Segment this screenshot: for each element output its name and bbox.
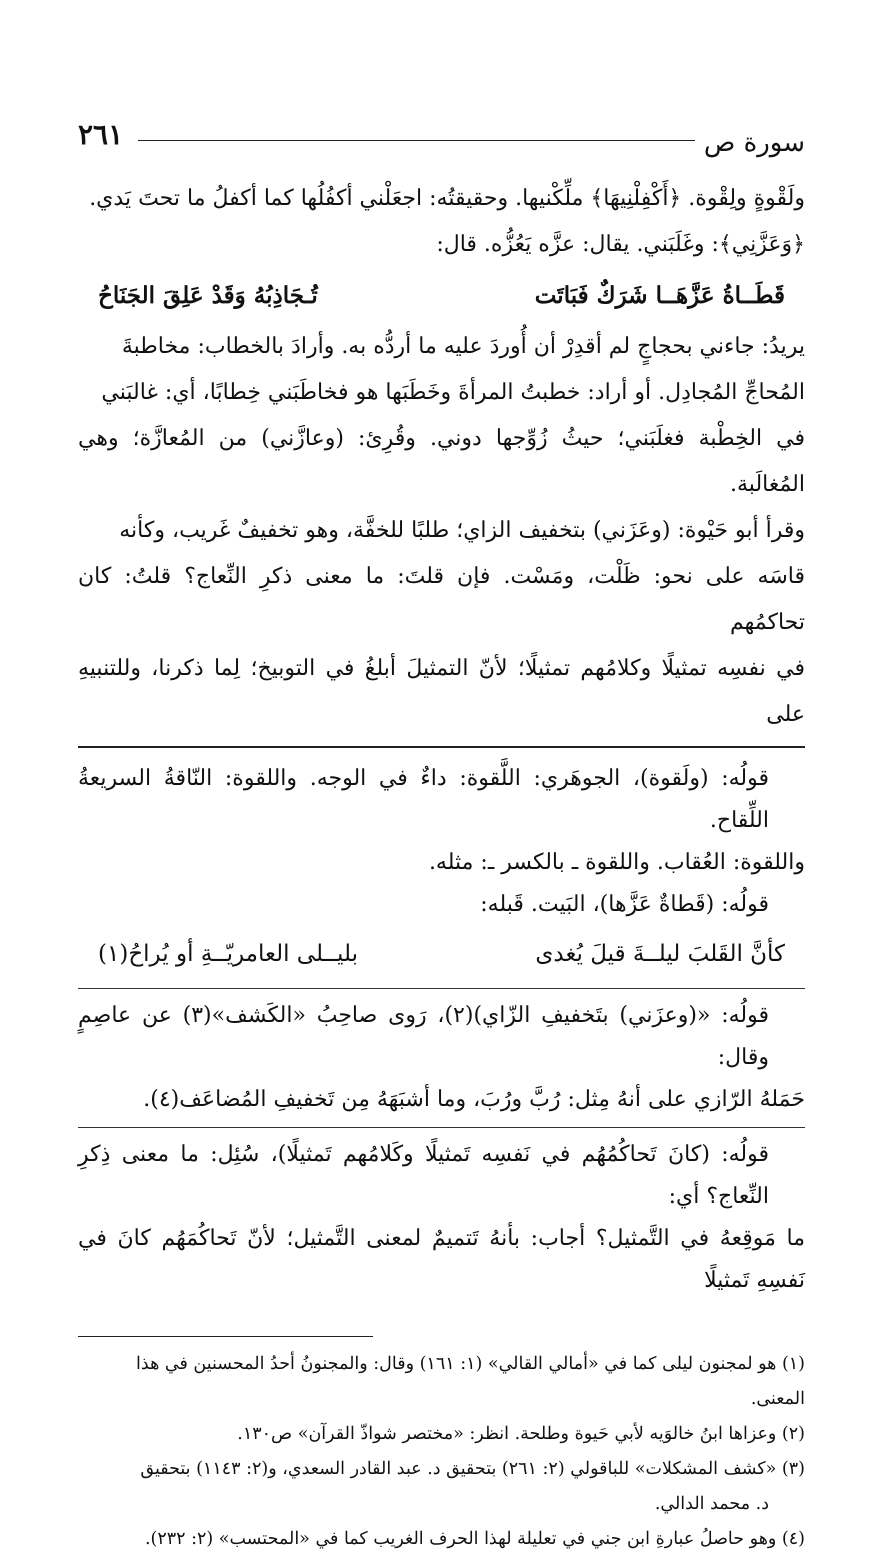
main-line: ولَقْوةٍ ولِقْوة. ﴿أَكْفِلْنِيهَا﴾ ملِّكْنيها. وحقيقتُه: اجعَلْني أكفُلُها كما أكفلُ ما تحتَ يَدي. bbox=[89, 186, 805, 211]
page-number: ٢٦١ bbox=[78, 118, 124, 151]
main-line: وقرأ أبو حَيْوة: (وعَزَني) بتخفيف الزاي؛ طلبًا للخفَّة، وهو تخفيفٌ غَريب، وكأنه bbox=[119, 518, 805, 543]
commentary-line: قولُه: (قَطاةٌ عَزَّها)، البَيت. قَبله: bbox=[480, 892, 769, 917]
commentary-line: واللقوة: العُقاب. واللقوة ـ بالكسر ـ: مثله. bbox=[428, 850, 805, 875]
main-line: في نفسِه تمثيلًا وكلامُهم تمثيلًا؛ لأنّ التمثيلَ أبلغُ في التوبيخ؛ لِما ذكرنا، وللتنبيهِ على bbox=[78, 656, 805, 727]
footnote-continuation: د. محمد الدالي. bbox=[654, 1494, 769, 1514]
verse-hemistich-left: بليــلى العامريّــةِ أو يُراحُ(١) bbox=[98, 941, 359, 967]
footnote: (٤) وهو حاصلُ عبارةِ ابن جني في تعليلة لهذا الحرف الغريب كما في «المحتسب» (٢: ٢٣٢). bbox=[144, 1529, 805, 1549]
verse-hemistich-right: كأنَّ القَلبَ ليلــةَ قيلَ يُغدى bbox=[535, 941, 785, 967]
verse-hemistich-right: قَطَــاةُ عَزَّهَــا شَرَكٌ فَبَاتَت bbox=[534, 282, 785, 309]
header-rule bbox=[138, 140, 695, 141]
surah-title: سورة ص bbox=[703, 128, 805, 158]
section-divider bbox=[78, 988, 805, 989]
commentary-divider bbox=[78, 746, 805, 748]
footnote: (١) هو لمجنون ليلى كما في «أمالي القالي» (١: ١٦١) وقال: والمجنونُ أحدُ المحسنين في هذا المعنى. bbox=[136, 1354, 805, 1409]
main-line: قاسَه على نحو: ظَلْت، ومَسْت. فإن قلتَ: ما معنى ذكرِ النِّعاج؟ قلتُ: كان تحاكمُهم bbox=[78, 564, 805, 635]
footnote-divider bbox=[78, 1336, 373, 1337]
poem-verse bbox=[78, 268, 805, 324]
commentary-line: قولُه: (كانَ تَحاكُمُهُم في نَفسِه تَمثيلًا وكَلامُهم تَمثيلًا)، سُئِل: ما معنى ذِكرِ النِّعاج؟ أي: bbox=[78, 1142, 769, 1209]
section-divider bbox=[78, 1127, 805, 1128]
footnote: (٣) «كشف المشكلات» للباقولي (٢: ٢٦١) بتحقيق د. عبد القادر السعدي، و(٢: ١١٤٣) بتحقيق bbox=[140, 1459, 805, 1479]
verse-hemistich-left: تُـجَاذِبُهُ وَقَدْ عَلِقَ الجَنَاحُ bbox=[98, 282, 318, 309]
footnotes bbox=[78, 1347, 805, 1557]
footnote: (٢) وعزاها ابنُ خالوَيه لأبي حَيوة وطلحة. انظر: «مختصر شواذّ القرآن» ص١٣٠. bbox=[237, 1424, 805, 1444]
main-line: ﴿وَعَزَّنِي﴾: وغَلَبَني. يقال: عزَّه يَعُزُّه. قال: bbox=[436, 232, 805, 257]
main-line: يريدُ: جاءني بحجاجٍ لم أقدِرْ أن أُوردَ عليه ما أردُّه به. وأرادَ بالخطاب: مخاطبةَ bbox=[121, 334, 805, 359]
commentary-line: قولُه: (ولَقوة)، الجوهَري: اللَّقوة: داءٌ في الوجه. واللقوة: النّاقةُ السريعةُ اللِّقاح. bbox=[78, 766, 769, 833]
main-line: في الخِطْبة فغلَبَني؛ حيثُ زُوِّجها دوني. وقُرِئ: (وعازَّني) من المُعازَّة؛ وهي المُغالَبة. bbox=[78, 426, 805, 497]
commentary-line: حَمَلهُ الرّازي على أنهُ مِثل: رُبَّ ورُبَ، وما أشبَهَهُ مِن تَخفيفِ المُضاعَف(٤). bbox=[143, 1087, 805, 1112]
poem-verse bbox=[78, 926, 805, 982]
main-line: المُحاجِّ المُجادِل. أو أراد: خطبتُ المرأةَ وخَطَبَها هو فخاطَبَني خِطابًا، أي: غالبَني bbox=[101, 380, 805, 405]
book-page bbox=[78, 118, 805, 1549]
commentary-line: ما مَوقِعهُ في التَّمثيل؟ أجاب: بأنهُ تَتميمٌ لمعنى التَّمثيل؛ لأنّ تَحاكُمَهُم كانَ في نَفسِهِ تَمثيلًا bbox=[78, 1226, 805, 1293]
commentary-text bbox=[78, 758, 805, 1302]
main-text bbox=[78, 176, 805, 738]
commentary-line: قولُه: «(وعزَني) بتَخفيفِ الزّاي)(٢)، رَوى صاحِبُ «الكَشف»(٣) عن عاصِمٍ وقال: bbox=[78, 1003, 769, 1070]
page-header bbox=[78, 118, 805, 170]
